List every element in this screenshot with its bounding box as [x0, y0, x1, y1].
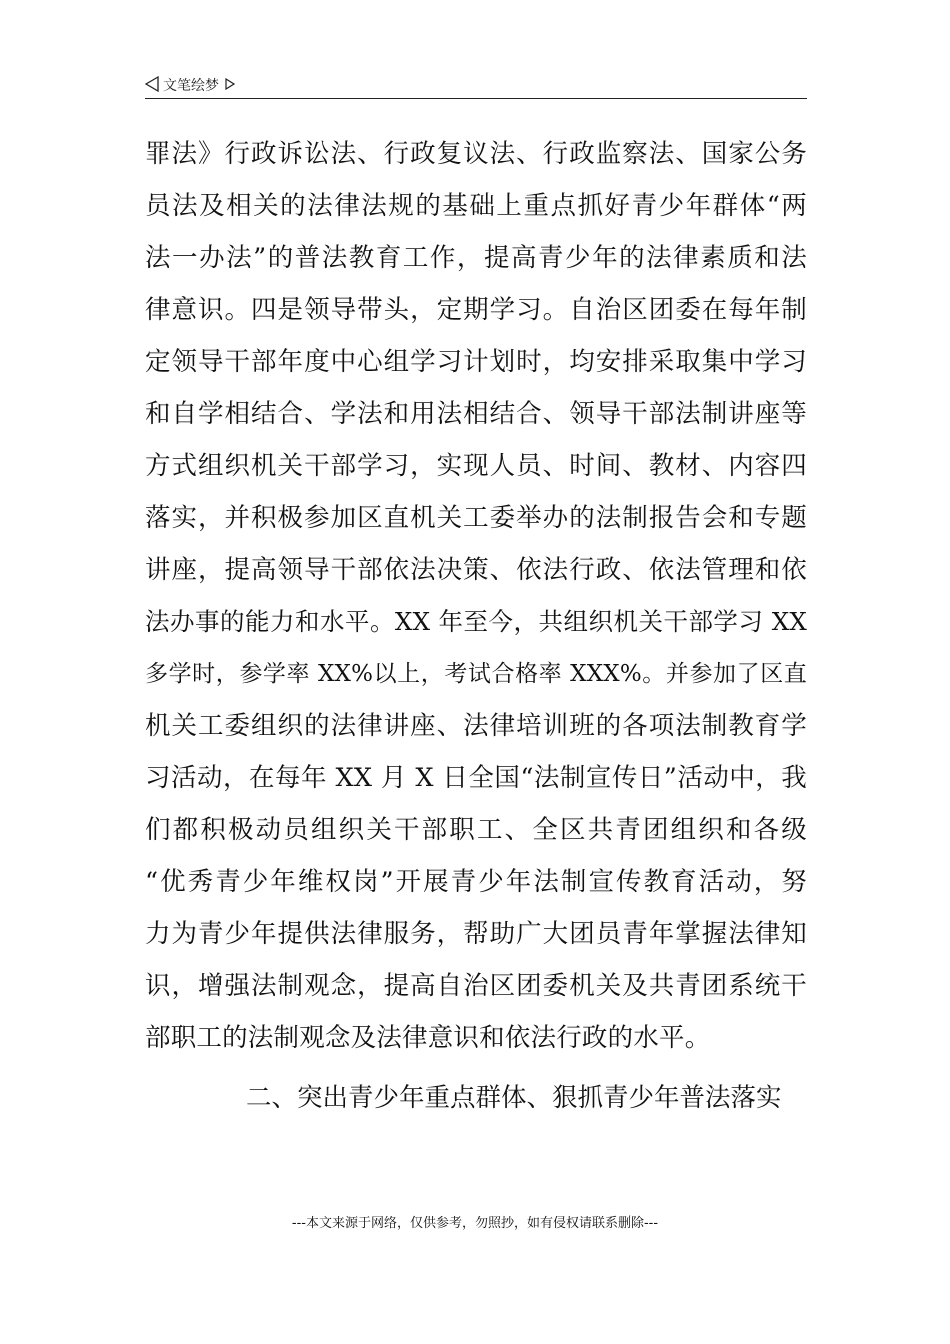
body-line: 习活动，在每年 XX 月 X 日全国“法制宣传日”活动中，我 [145, 763, 807, 793]
body-line: 员法及相关的法律法规的基础上重点抓好青少年群体“两 [145, 191, 807, 221]
body-line: 法一办法”的普法教育工作，提高青少年的法律素质和法 [145, 243, 807, 273]
body-line: 们都积极动员组织关干部职工、全区共青团组织和各级 [145, 815, 807, 845]
body-line: 力为青少年提供法律服务，帮助广大团员青年掌握法律知 [145, 919, 807, 949]
body-line: 识，增强法制观念，提高自治区团委机关及共青团系统干 [145, 971, 807, 1001]
body-line: 定领导干部年度中心组学习计划时，均安排采取集中学习 [145, 347, 807, 377]
body-line-last: 部职工的法制观念及法律意识和依法行政的水平。 [145, 1023, 711, 1053]
page-header [145, 72, 807, 99]
body-line: 罪法》行政诉讼法、行政复议法、行政监察法、国家公务 [145, 139, 807, 169]
body-line: 机关工委组织的法律讲座、法律培训班的各项法制教育学 [145, 711, 807, 741]
body-line: 讲座，提高领导干部依法决策、依法行政、依法管理和依 [145, 555, 807, 585]
body-line: 法办事的能力和水平。XX 年至今，共组织机关干部学习 XX [145, 607, 807, 636]
body-line: 方式组织机关干部学习，实现人员、时间、教材、内容四 [145, 451, 807, 481]
left-triangle-icon [145, 76, 159, 96]
page-footer-disclaimer: ---本文来源于网络，仅供参考，勿照抄，如有侵权请联系删除--- [291, 1216, 659, 1231]
right-triangle-icon [225, 78, 235, 94]
section-heading: 二、突出青少年重点群体、狠抓青少年普法落实 [246, 1083, 782, 1113]
header-brand-text: 文笔绘梦 [163, 78, 219, 94]
body-line: “优秀青少年维权岗”开展青少年法制宣传教育活动，努 [145, 867, 807, 897]
header-brand [145, 76, 235, 96]
body-line: 律意识。四是领导带头，定期学习。自治区团委在每年制 [145, 295, 807, 325]
body-line: 和自学相结合、学法和用法相结合、领导干部法制讲座等 [145, 399, 807, 429]
body-line: 落实，并积极参加区直机关工委举办的法制报告会和专题 [145, 503, 807, 533]
body-line: 多学时，参学率 XX%以上，考试合格率 XXX%。并参加了区直 [145, 661, 807, 687]
document-body [145, 128, 807, 1124]
